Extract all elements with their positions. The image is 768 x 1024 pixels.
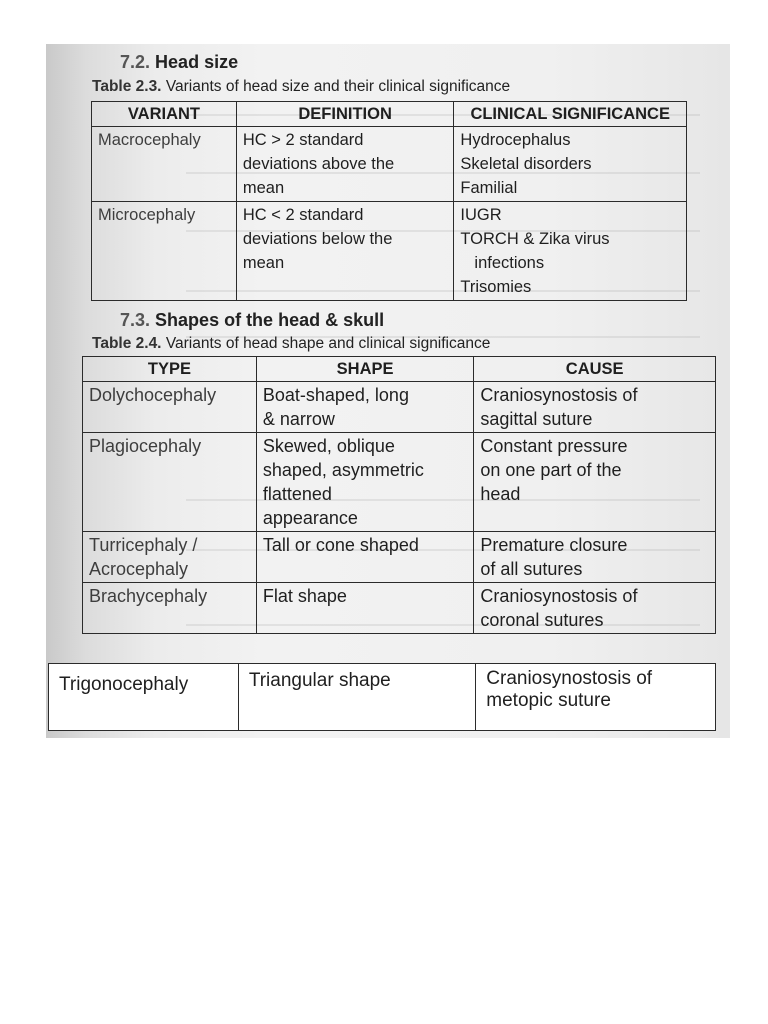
cause-cell	[474, 583, 716, 634]
shape-cell	[256, 382, 474, 433]
table-header-row	[83, 357, 716, 382]
table-caption-2-3	[92, 78, 510, 96]
table-header-row	[92, 102, 687, 127]
table-row	[92, 202, 687, 301]
cell-line: TORCH & Zika virus	[460, 230, 610, 248]
cell-line: mean	[242, 179, 285, 197]
cell-line: metopic suture	[486, 690, 611, 711]
section-heading-head-shapes	[120, 310, 384, 331]
cell-line: Acrocephaly	[89, 559, 189, 579]
cell-line: Flat shape	[262, 586, 347, 606]
definition-cell	[236, 127, 454, 202]
table-row	[49, 664, 716, 731]
type-cell: Trigonocephaly	[49, 664, 239, 731]
cell-line: coronal sutures	[480, 610, 604, 630]
column-header: CLINICAL SIGNIFICANCE	[454, 102, 687, 127]
cell-line: Craniosynostosis of	[480, 385, 638, 405]
table-row	[83, 382, 716, 433]
column-header: CAUSE	[474, 357, 716, 382]
cell-line: Trisomies	[460, 278, 532, 296]
significance-cell	[454, 202, 687, 301]
cell-line: HC < 2 standard	[242, 206, 364, 224]
table-label: Table 2.4.	[92, 335, 162, 352]
cell-line: Plagiocephaly	[89, 436, 202, 456]
table-caption-text: Variants of head shape and clinical significance	[165, 335, 491, 352]
variant-cell: Microcephaly	[92, 202, 237, 301]
cell-line: & narrow	[262, 409, 335, 429]
cell-line: flattened	[262, 484, 332, 504]
cell-line: Turricephaly /	[89, 535, 198, 555]
table-row	[83, 433, 716, 532]
section-number: 7.2.	[120, 52, 151, 72]
type-cell	[83, 532, 257, 583]
table-row	[83, 532, 716, 583]
cell-line: Constant pressure	[480, 436, 628, 456]
cause-cell	[474, 532, 716, 583]
cell-line: Skeletal disorders	[460, 155, 592, 173]
type-cell	[83, 382, 257, 433]
cell-line: of all sutures	[480, 559, 583, 579]
column-header: TYPE	[83, 357, 257, 382]
column-header: SHAPE	[256, 357, 474, 382]
shape-cell	[256, 532, 474, 583]
type-cell	[83, 433, 257, 532]
section-heading-head-size	[120, 52, 238, 73]
cell-line: HC > 2 standard	[242, 131, 364, 149]
cause-cell	[474, 382, 716, 433]
type-cell	[83, 583, 257, 634]
column-header: DEFINITION	[236, 102, 454, 127]
variant-cell: Macrocephaly	[92, 127, 237, 202]
cell-line: Craniosynostosis of	[480, 586, 638, 606]
cause-cell	[476, 664, 716, 731]
cell-line: appearance	[262, 508, 358, 528]
cell-line: on one part of the	[480, 460, 622, 480]
table-label: Table 2.3.	[92, 78, 162, 95]
head-shape-table	[82, 356, 716, 634]
cell-line: Tall or cone shaped	[262, 535, 419, 555]
head-size-table	[91, 101, 687, 301]
shape-cell	[256, 583, 474, 634]
definition-cell	[236, 202, 454, 301]
cell-line: Hydrocephalus	[460, 131, 571, 149]
table-row	[83, 583, 716, 634]
cell-line: Dolychocephaly	[89, 385, 217, 405]
cell-line: deviations below the	[242, 230, 393, 248]
cell-line: Brachycephaly	[89, 586, 208, 606]
cell-line: Skewed, oblique	[262, 436, 395, 456]
cell-line: Boat-shaped, long	[262, 385, 409, 405]
cell-line: mean	[242, 254, 285, 272]
cell-line: Premature closure	[480, 535, 628, 555]
table-caption-text: Variants of head size and their clinical significance	[165, 78, 511, 95]
cell-line: deviations above the	[242, 155, 395, 173]
table-row	[92, 127, 687, 202]
cell-line: Familial	[460, 179, 518, 197]
table-caption-2-4	[92, 335, 490, 353]
shape-cell	[256, 433, 474, 532]
cause-cell	[474, 433, 716, 532]
shape-cell: Triangular shape	[238, 664, 475, 731]
significance-cell	[454, 127, 687, 202]
section-title: Shapes of the head & skull	[155, 310, 385, 330]
cell-line: Craniosynostosis of	[486, 668, 653, 689]
scanned-page	[46, 44, 730, 738]
cell-line: shaped, asymmetric	[262, 460, 424, 480]
cell-line: sagittal suture	[480, 409, 593, 429]
section-title: Head size	[155, 52, 239, 72]
cell-line: infections	[474, 254, 545, 272]
appended-table-row	[48, 663, 716, 731]
column-header: VARIANT	[92, 102, 237, 127]
cell-line: IUGR	[460, 206, 502, 224]
cell-line: head	[480, 484, 521, 504]
section-number: 7.3.	[120, 310, 151, 330]
